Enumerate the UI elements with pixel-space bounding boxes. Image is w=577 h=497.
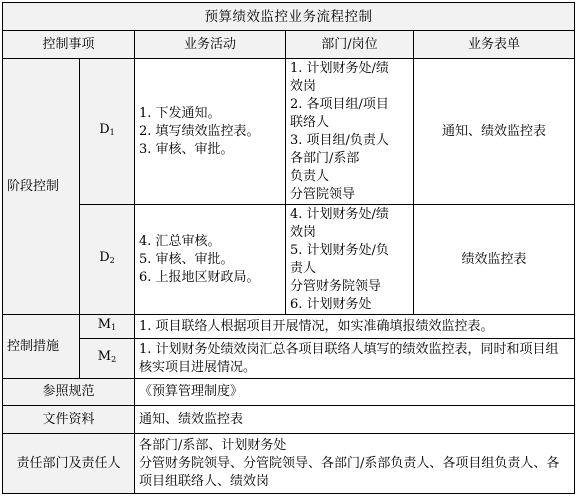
stage-control-label: 阶段控制: [3, 59, 80, 315]
files-label: 文件资料: [3, 406, 135, 434]
process-control-table: [2, 2, 575, 494]
m2-text: 1. 计划财务处绩效岗汇总各项目联络人填写的绩效监控表，同时和项目组核实项目进展情况。: [135, 339, 575, 379]
responsible-value: 各部门/系部、计划财务处 分管财务院领导、分管院领导、各部门/系部负责人、各项目组负责人、各项目组联络人、绩效岗: [135, 434, 575, 494]
d2-dept: 4. 计划财务处/绩 效岗 5. 计划财务处/负 责人 分管财务院领导 6. 计划财务处: [286, 205, 414, 315]
header-control-item: 控制事项: [3, 31, 135, 59]
header-dept: 部门/岗位: [286, 31, 414, 59]
d2-activities: 4. 汇总审核。 5. 审核、审批。 6. 上报地区财政局。: [135, 205, 286, 315]
m2-code: $M_2$: [80, 339, 135, 379]
m1-code: $M_1$: [80, 315, 135, 339]
files-value: 通知、绩效监控表: [135, 406, 575, 434]
d1-code: $D_1$: [80, 59, 135, 205]
d1-form: 通知、绩效监控表: [414, 59, 575, 205]
m1-text: 1. 项目联络人根据项目开展情况，如实准确填报绩效监控表。: [135, 315, 575, 339]
header-activity: 业务活动: [135, 31, 286, 59]
measures-label: 控制措施: [3, 315, 80, 379]
d1-activities: 1. 下发通知。 2. 填写绩效监控表。 3. 审核、审批。: [135, 59, 286, 205]
d2-form: 绩效监控表: [414, 205, 575, 315]
header-form: 业务表单: [414, 31, 575, 59]
d2-code: $D_2$: [80, 205, 135, 315]
responsible-label: 责任部门及责任人: [3, 434, 135, 494]
reference-value: 《预算管理制度》: [135, 379, 575, 406]
table-title: 预算绩效监控业务流程控制: [3, 3, 575, 31]
reference-label: 参照规范: [3, 379, 135, 406]
d1-dept: 1. 计划财务处/绩 效岗 2. 各项目组/项目 联络人 3. 项目组/负责人 各部门/系部 负责人 分管院领导: [286, 59, 414, 205]
